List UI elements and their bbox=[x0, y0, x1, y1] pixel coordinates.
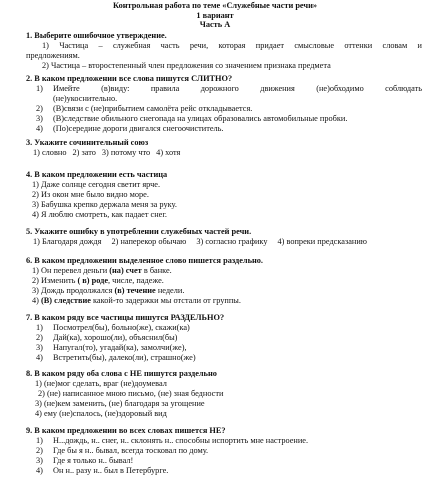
option-number: 2) bbox=[36, 104, 43, 114]
answer-option: 4) хотя bbox=[156, 148, 181, 158]
answer-option bbox=[26, 436, 422, 446]
document-title: Контрольная работа по теме «Служебные части речи» bbox=[112, 1, 318, 10]
option-number: 3) bbox=[36, 343, 43, 353]
question-6 bbox=[26, 256, 422, 306]
option-number: 2) bbox=[36, 333, 43, 343]
question-7 bbox=[26, 313, 422, 363]
answer-option: 1) Даже солнце сегодня светит ярче. bbox=[32, 180, 161, 190]
option-number: 1) bbox=[36, 84, 43, 94]
answer-option bbox=[26, 353, 422, 363]
answer-option bbox=[26, 343, 422, 353]
option-number: 1) bbox=[36, 323, 43, 333]
option-text: 3) Дождь продолжался bbox=[32, 286, 115, 296]
answer-option: 3) потому что bbox=[101, 148, 151, 158]
option-number: 4) bbox=[36, 353, 43, 363]
option-number: 1) bbox=[36, 436, 43, 446]
option-text: Где я только н.. бывал! bbox=[53, 456, 134, 466]
option-text: какой-то задержки мы отстали от группы. bbox=[90, 296, 241, 306]
highlighted-word: (на) счет bbox=[109, 266, 142, 276]
highlighted-word: ( в) роде bbox=[77, 276, 108, 286]
question-title: 8. В каком ряду оба слова с НЕ пишутся раздельно bbox=[26, 369, 217, 378]
question-title: 4. В каком предложении есть частица bbox=[26, 170, 168, 179]
answer-option: 1) Благодаря дождя bbox=[33, 237, 102, 247]
question-1 bbox=[26, 31, 422, 71]
question-2 bbox=[26, 74, 422, 135]
answer-option bbox=[26, 456, 422, 466]
answer-option bbox=[26, 276, 422, 286]
question-title: 1. Выберите ошибочное утверждение. bbox=[26, 31, 167, 40]
option-text: 2) Изменить bbox=[32, 276, 78, 286]
answer-option bbox=[26, 333, 422, 343]
answer-option: 4) ему (не)спалось, (не)здоровый вид bbox=[35, 409, 167, 419]
option-text: (не)укоснительно. bbox=[53, 94, 118, 104]
answer-option bbox=[26, 104, 422, 114]
option-text: Н...дождь, н.. снег, н.. склонять н.. способны испортить мне настроение. bbox=[53, 436, 309, 446]
answer-option: 4) вопреки предсказанию bbox=[277, 237, 367, 247]
question-9 bbox=[26, 426, 422, 476]
question-3 bbox=[26, 138, 422, 158]
option-number: 3) bbox=[36, 456, 43, 466]
document-header bbox=[0, 1, 430, 30]
answer-option bbox=[26, 124, 422, 134]
answer-option: 1) (не)мог сделать, враг (не)доумевал bbox=[35, 379, 167, 389]
answer-option: 3) (не)кем заменить, (не) благодаря за угощение bbox=[35, 399, 205, 409]
answer-option bbox=[26, 466, 422, 476]
answer-option: 2) Частица – второстепенный член предложения со значением признака предмета bbox=[42, 61, 331, 71]
answer-option: 1) словно bbox=[33, 148, 67, 158]
option-text: Напугал(то), угадай(ка), замолчи(же), bbox=[53, 343, 187, 353]
answer-option-continuation: предложениям. bbox=[26, 51, 80, 61]
question-4 bbox=[26, 170, 422, 220]
answer-option: 1) Частица – служебная часть речи, которая придает смысловые оттенки словам и bbox=[42, 41, 422, 51]
question-title: 5. Укажите ошибку в употреблении служебных частей речи. bbox=[26, 227, 252, 236]
option-text: 1) Он перевел деньги bbox=[32, 266, 110, 276]
option-text: Имейте (в)виду: правила дорожного движения (не)обходимо соблюдать bbox=[53, 84, 422, 94]
option-text: , числе, падеже. bbox=[108, 276, 164, 286]
answer-option bbox=[26, 266, 422, 276]
option-text: Он н.. разу н.. был в Петербурге. bbox=[53, 466, 169, 476]
option-number: 4) bbox=[36, 466, 43, 476]
option-text: в банке. bbox=[141, 266, 172, 276]
answer-option bbox=[26, 114, 422, 124]
answer-option: 3) согласно графику bbox=[196, 237, 268, 247]
question-title: 3. Укажите сочинительный союз bbox=[26, 138, 149, 147]
option-text: Где бы я н.. бывал, всегда тосковал по дому. bbox=[53, 446, 209, 456]
option-text: недели. bbox=[155, 286, 185, 296]
option-text: (В)следствие обильного снегопада на улицах образовались автомобильные пробки. bbox=[53, 114, 348, 124]
option-text: Встретить(бы), далеко(ли), страшно(же) bbox=[53, 353, 196, 363]
option-number: 2) bbox=[36, 446, 43, 456]
option-text: Дай(ка), хорошо(ли), объяснил(бы) bbox=[53, 333, 178, 343]
answer-option: 3) Бабушка крепко держала меня за руку. bbox=[32, 200, 177, 210]
answer-option: 4) Я люблю смотреть, как падает снег. bbox=[32, 210, 167, 220]
answer-option bbox=[26, 296, 422, 306]
option-number: 4) bbox=[36, 124, 43, 134]
answer-option: 2) Из окон мне было видно море. bbox=[32, 190, 149, 200]
question-5 bbox=[26, 227, 422, 247]
highlighted-word: (В) следствие bbox=[41, 296, 91, 306]
question-title: 9. В каком предложении во всех словах пишется НЕ? bbox=[26, 426, 226, 435]
answer-option: 2) (не) написанное мною письмо, (не) зная бедности bbox=[38, 389, 224, 399]
answer-option bbox=[26, 84, 422, 104]
option-text: (В)связи с (не)прибытием самолёта рейс откладывается. bbox=[53, 104, 253, 114]
option-text: 4) bbox=[32, 296, 41, 306]
option-number: 3) bbox=[36, 114, 43, 124]
highlighted-word: (в) течение bbox=[114, 286, 156, 296]
answer-option: 2) наперекор обычаю bbox=[111, 237, 187, 247]
part-label: Часть А bbox=[199, 20, 231, 30]
answer-option bbox=[26, 446, 422, 456]
question-title: 6. В каком предложении выделенное слово пишется раздельно. bbox=[26, 256, 263, 265]
question-8 bbox=[26, 369, 422, 419]
variant-label: 1 вариант bbox=[196, 10, 234, 20]
answer-option: 2) зато bbox=[72, 148, 96, 158]
question-title: 2. В каком предложении все слова пишутся СЛИТНО? bbox=[26, 74, 233, 83]
answer-option bbox=[26, 323, 422, 333]
option-text: (По)середине дороги двигался снегоочиститель. bbox=[53, 124, 224, 134]
answer-option bbox=[26, 286, 422, 296]
question-title: 7. В каком ряду все частицы пишутся РАЗДЕЛЬНО? bbox=[26, 313, 225, 322]
option-text: Посмотрел(бы), больно(же), скажи(ка) bbox=[53, 323, 190, 333]
